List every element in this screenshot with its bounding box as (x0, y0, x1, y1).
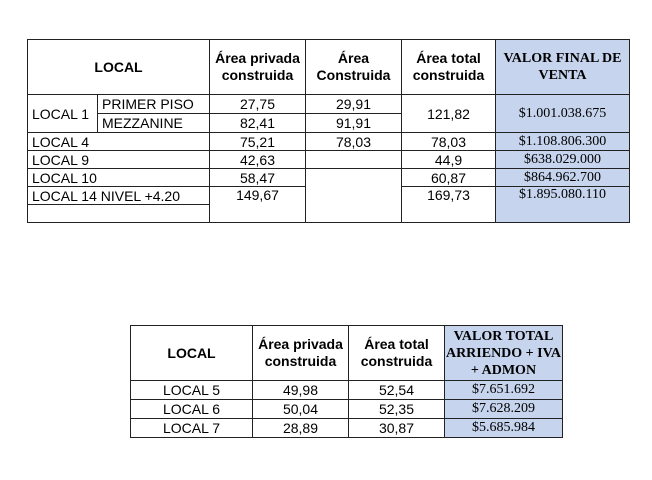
header-area-privada: Área privada construida (210, 40, 306, 95)
sales-table (27, 39, 630, 223)
row-construida (306, 151, 402, 169)
table-row (28, 95, 630, 114)
row-privada: 50,04 (253, 400, 349, 419)
local1-valor: $1.001.038.675 (496, 95, 630, 133)
row-total: 30,87 (349, 419, 445, 438)
row-valor: $864.962.700 (496, 169, 630, 187)
local1-sub2-name: MEZZANINE (98, 114, 210, 133)
row-name: LOCAL 6 (131, 400, 253, 419)
table-row (28, 169, 630, 187)
sales-table-header (28, 40, 630, 95)
row-privada: 149,67 (210, 187, 306, 223)
header-local: LOCAL (28, 40, 210, 95)
table-row (131, 400, 563, 419)
rent-table (130, 325, 563, 438)
row-construida (306, 169, 402, 223)
row-privada: 42,63 (210, 151, 306, 169)
local1-sub2-construida: 91,91 (306, 114, 402, 133)
row-total: 78,03 (402, 133, 496, 151)
row-valor: $5.685.984 (445, 419, 563, 438)
row-valor: $7.628.209 (445, 400, 563, 419)
local1-total: 121,82 (402, 95, 496, 133)
row-privada: 28,89 (253, 419, 349, 438)
row-total: 52,35 (349, 400, 445, 419)
row-total: 60,87 (402, 169, 496, 187)
row-total: 52,54 (349, 381, 445, 400)
row-construida: 78,03 (306, 133, 402, 151)
empty-cell (28, 205, 210, 223)
table-row (131, 419, 563, 438)
row-total: 169,73 (402, 187, 496, 223)
header-local: LOCAL (131, 326, 253, 381)
local1-name: LOCAL 1 (28, 95, 98, 133)
row-privada: 58,47 (210, 169, 306, 187)
row-name: LOCAL 10 (28, 169, 210, 187)
table-row (131, 381, 563, 400)
row-name: LOCAL 14 NIVEL +4.20 (28, 187, 210, 205)
row-valor: $638.029.000 (496, 151, 630, 169)
local1-sub1-construida: 29,91 (306, 95, 402, 114)
row-valor: $7.651.692 (445, 381, 563, 400)
row-valor: $1.108.806.300 (496, 133, 630, 151)
local1-sub1-privada: 27,75 (210, 95, 306, 114)
row-name: LOCAL 5 (131, 381, 253, 400)
header-area-total: Área total construida (349, 326, 445, 381)
rent-table-header (131, 326, 563, 381)
header-area-construida: Área Construida (306, 40, 402, 95)
table-row (28, 133, 630, 151)
header-valor-arriendo: VALOR TOTAL ARRIENDO + IVA + ADMON (445, 326, 563, 381)
local1-sub2-privada: 82,41 (210, 114, 306, 133)
row-valor: $1.895.080.110 (496, 187, 630, 223)
header-area-privada: Área privada construida (253, 326, 349, 381)
row-privada: 75,21 (210, 133, 306, 151)
row-privada: 49,98 (253, 381, 349, 400)
table-row (28, 151, 630, 169)
local1-sub1-name: PRIMER PISO (98, 95, 210, 114)
row-name: LOCAL 4 (28, 133, 210, 151)
header-valor-final: VALOR FINAL DE VENTA (496, 40, 630, 95)
row-name: LOCAL 9 (28, 151, 210, 169)
row-total: 44,9 (402, 151, 496, 169)
row-name: LOCAL 7 (131, 419, 253, 438)
header-area-total: Área total construida (402, 40, 496, 95)
